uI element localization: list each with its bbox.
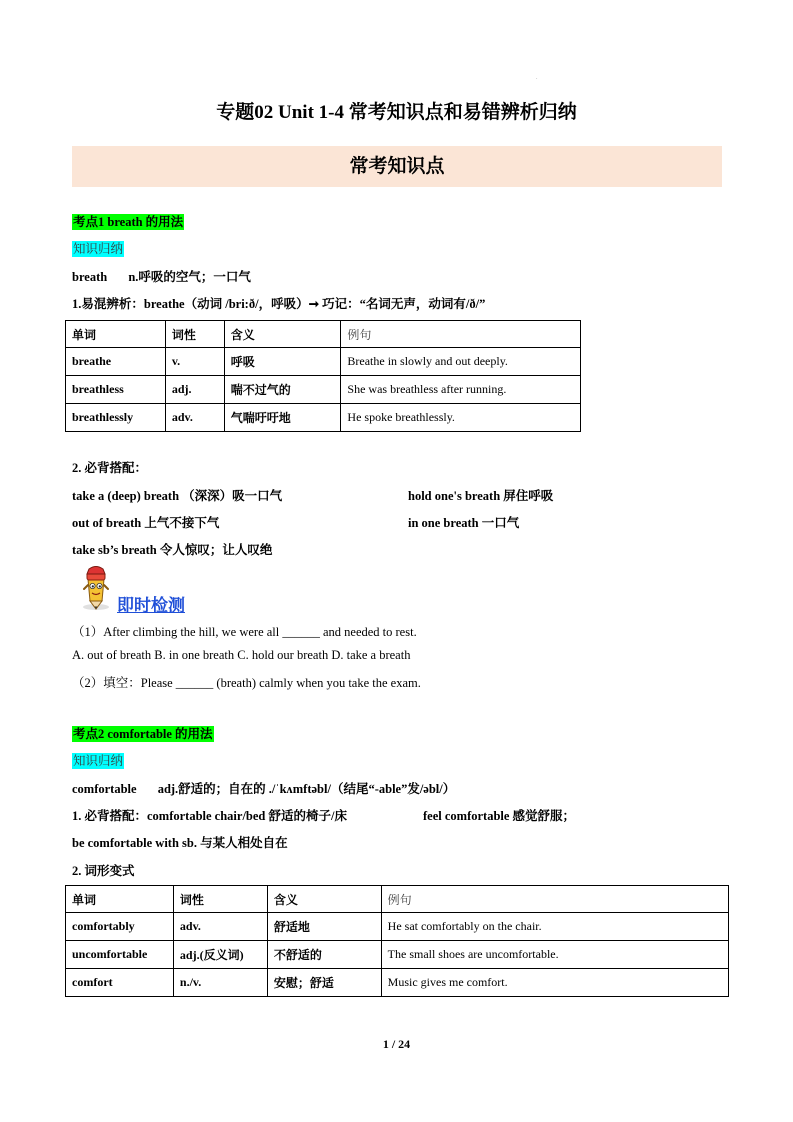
table-cell: comfort: [66, 969, 174, 997]
table-cell: breathlessly: [66, 404, 166, 432]
table-row: [66, 886, 729, 913]
section-banner: [72, 146, 722, 187]
test-heading: 即时检测: [117, 596, 185, 616]
breath-word-table: [65, 320, 581, 432]
test-question-1-options: A. out of breath B. in one breath C. hold our breath D. take a breath: [72, 648, 411, 662]
point2-forms-heading: 2. 词形变式: [72, 864, 135, 878]
table-cell: He spoke breathlessly.: [341, 404, 581, 432]
table-row: [66, 376, 581, 404]
table-cell: He sat comfortably on the chair.: [381, 913, 728, 941]
table-row: [66, 404, 581, 432]
table-cell: comfortably: [66, 913, 174, 941]
table-cell: 喘不过气的: [224, 376, 341, 404]
point2-collocation-line-2: be comfortable with sb. 与某人相处自在: [72, 836, 288, 850]
table-cell: Breathe in slowly and out deeply.: [341, 348, 581, 376]
table-cell: adv.: [173, 913, 267, 941]
section-banner-text: 常考知识点: [349, 156, 445, 177]
table-cell: uncomfortable: [66, 941, 174, 969]
table-cell: adv.: [165, 404, 224, 432]
point1-def-word: breath: [72, 270, 108, 284]
point2-def-text: adj.舒适的；自在的 ./ˈkʌmftəbl/（结尾“-able”发/əbl/）: [157, 782, 456, 796]
table-header-word: 单词: [66, 321, 166, 348]
point1-confusion: 1.易混辨析：breathe（动词 /bri:ð/，呼吸）➞ 巧记：“名词无声，动词有/ð/”: [72, 297, 486, 311]
table-row: [66, 913, 729, 941]
table-row: [66, 941, 729, 969]
table-cell: 不舒适的: [267, 941, 381, 969]
table-cell: 舒适地: [267, 913, 381, 941]
table-cell: She was breathless after running.: [341, 376, 581, 404]
table-cell: The small shoes are uncomfortable.: [381, 941, 728, 969]
corner-mark: .: [536, 75, 538, 81]
table-header-meaning: 含义: [224, 321, 341, 348]
pencil-mascot-icon: [76, 565, 116, 611]
table-cell: adj.(反义词): [173, 941, 267, 969]
table-cell: 安慰；舒适: [267, 969, 381, 997]
table-header-word: 单词: [66, 886, 174, 913]
test-question-2: （2）填空：Please ______ (breath) calmly when you take the exam.: [72, 676, 421, 690]
collocation-item: out of breath 上气不接下气: [72, 516, 220, 530]
table-cell: Music gives me comfort.: [381, 969, 728, 997]
table-cell: adj.: [165, 376, 224, 404]
table-header-pos: 词性: [173, 886, 267, 913]
table-header-example: 例句: [381, 886, 728, 913]
point2-tag: 知识归纳: [73, 754, 124, 768]
point2-def-word: comfortable: [72, 782, 137, 796]
point1-collocation-heading: 2. 必背搭配：: [72, 461, 148, 475]
page-number: 1 / 24: [382, 1037, 411, 1051]
table-cell: 气喘吁吁地: [224, 404, 341, 432]
table-cell: 呼吸: [224, 348, 341, 376]
collocation-item: in one breath 一口气: [408, 516, 520, 530]
table-cell: breathe: [66, 348, 166, 376]
collocation-item: hold one's breath 屏住呼吸: [408, 489, 554, 503]
point1-def-text: n.呼吸的空气；一口气: [128, 270, 251, 284]
point2-collocation-line-1a: 1. 必背搭配：comfortable chair/bed 舒适的椅子/床: [72, 809, 347, 823]
table-cell: n./v.: [173, 969, 267, 997]
point1-definition: [72, 267, 251, 285]
table-header-example: 例句: [341, 321, 581, 348]
point2-definition: [72, 779, 455, 797]
table-header-meaning: 含义: [267, 886, 381, 913]
point2-collocation-line-1b: feel comfortable 感觉舒服；: [423, 809, 576, 823]
table-row: [66, 969, 729, 997]
point1-heading: 考点1 breath 的用法: [73, 215, 184, 229]
document-title: 专题02 Unit 1-4 常考知识点和易错辨析归纳: [216, 102, 577, 123]
point1-tag: 知识归纳: [73, 242, 124, 256]
test-question-1: （1）After climbing the hill, we were all ______ and needed to rest.: [72, 625, 417, 639]
table-cell: v.: [165, 348, 224, 376]
collocation-item: take a (deep) breath （深深）吸一口气: [72, 489, 283, 503]
table-row: [66, 348, 581, 376]
table-row: [66, 321, 581, 348]
table-cell: breathless: [66, 376, 166, 404]
point2-heading: 考点2 comfortable 的用法: [73, 727, 213, 741]
comfortable-word-table: [65, 885, 729, 997]
collocation-item: take sb’s breath 令人惊叹；让人叹绝: [72, 543, 273, 557]
table-header-pos: 词性: [165, 321, 224, 348]
